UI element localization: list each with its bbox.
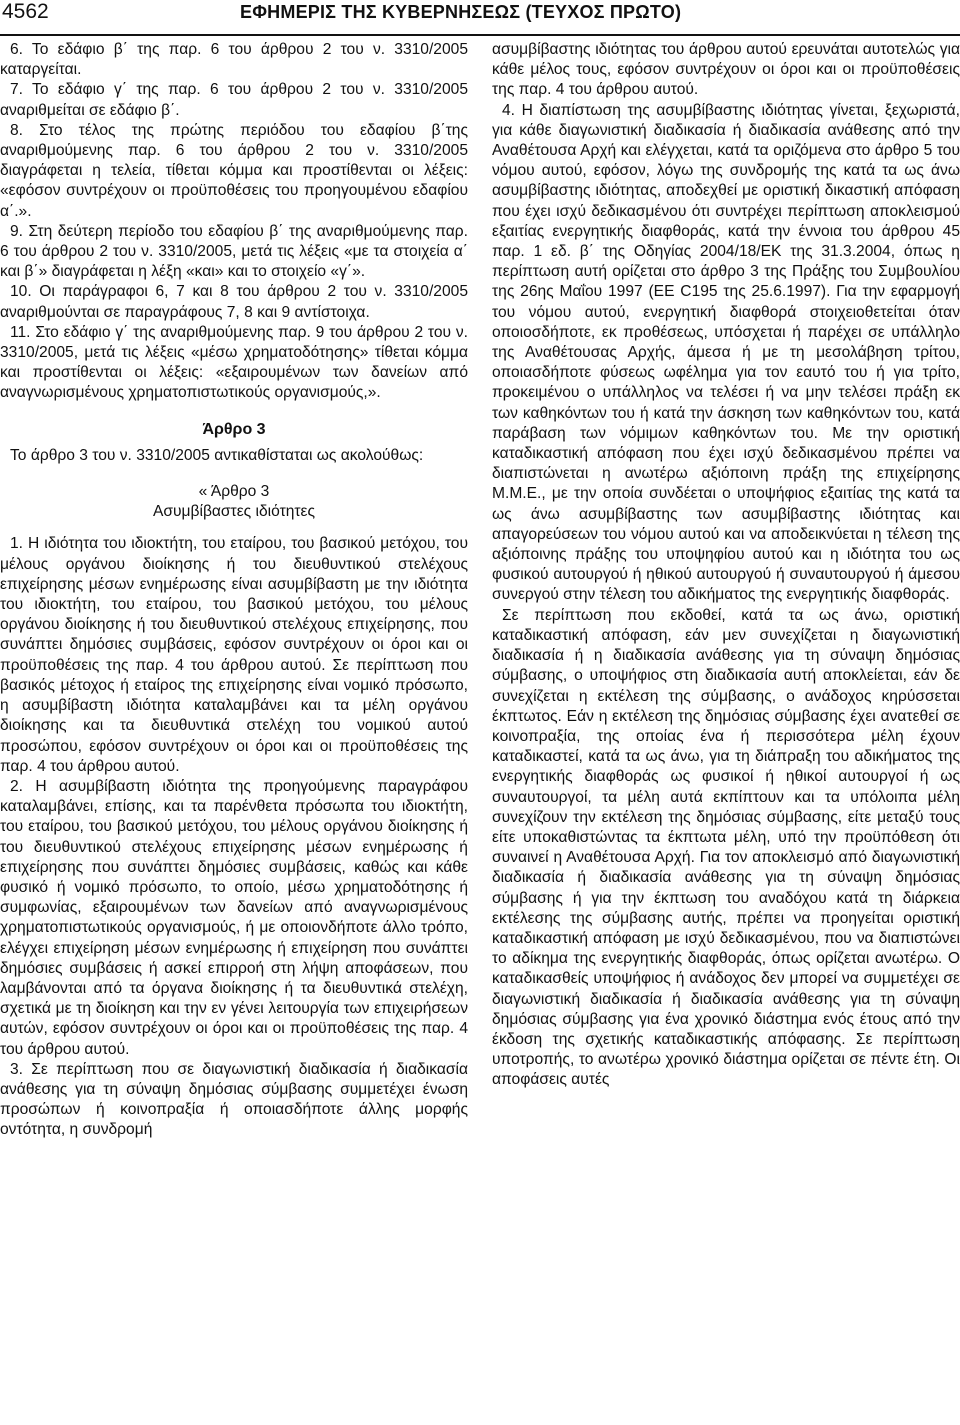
- paragraph: 9. Στη δεύτερη περίοδο του εδαφίου β΄ της αναριθμούμενης παρ. 6 του άρθρου 2 του ν. 3310/2005, μετά τις λέξεις «με τα στοιχεία α΄ και β΄» διαγράφεται η λέξη «και» και το στοιχείο «γ΄».: [0, 222, 468, 281]
- paragraph: 7. Το εδάφιο γ΄ της παρ. 6 του άρθρου 2 του ν. 3310/2005 αναριθμείται σε εδάφιο β΄.: [0, 81, 468, 119]
- paragraph: 4. Η διαπίστωση της ασυμβίβαστης ιδιότητας γίνεται, ξεχωριστά, για κάθε διαγωνιστική διαδικασία ή διαδικασία ανάθεσης από την Αναθέτουσα Αρχή και ελέγχεται, κατά τα οριζόμενα στο άρθρο 5 του νόμου αυτού, εφόσον, λόγω της συνδρομής της κατά τα ως άνω ασυμβίβαστης ιδιότητας, αποδεχθεί με οριστική δικαστική απόφαση που έχει ισχύ δεδικασμένου ότι συντρέχει περίπτωση αποκλεισμού εξαιτίας ενεργητικής διαφθοράς, κατά την έννοια του άρθρου 45 παρ. 1 εδ. β΄ της Οδηγίας 2004/18/ΕΚ της 31.3.2004, όπως η περίπτωση αυτή ορίζεται στο άρθρο 3 της Πράξης του Συμβουλίου της 26ης Μαΐου 1997 (ΕΕ C195 της 25.6.1997). Για την εφαρμογή του νόμου αυτού, ενεργητική διαφθορά στοιχειοθετείται όταν οποιοσδήποτε, εκ προθέσεως, υπόσχεται ή παρέχει σε υπάλληλο της Αναθέτουσας Αρχής, άμεσα ή με τη μεσολάβηση τρίτου, οποιασδήποτε φύσεως ωφέλημα για τον εαυτό του ή για τρίτο, προκειμένου ο υπάλληλος να τελέσει ή να μην τελέσει πράξη εκ των καθηκόντων του ή κατά την άσκηση των καθηκόντων του, κατά παράβαση των νόμιμων καθηκόντων του. Με την οριστική καταδικαστική απόφαση που έχει ισχύ δεδικασμένου πρέπει να διαπιστώνεται η ανωτέρω αξιόποινη πράξη της επιχείρησης Μ.Μ.Ε., με την οποία συνδέεται ο υποψήφιος εξαιτίας της κατά τα ως άνω ασυμβίβαστης των ασυμβίβαστης ιδιότητας και απαγορεύσεων του νόμου αυτού και να αποδεικνύεται η τέλεση της αξιόποινης πράξης του υποψηφίου αυτού και η ιδιότητα του ως φυσικού αυτουργού ή ηθικού αυτουργού ή συναυτουργού ή άμεσου συνεργού στην τέλεση του αδικήματος της ενεργητικής διαφθοράς.: [492, 101, 960, 604]
- page-header: [0, 0, 960, 30]
- paragraph: 1. Η ιδιότητα του ιδιοκτήτη, του εταίρου, του βασικού μετόχου, του μέλους οργάνου διοίκησης ή του διευθυντικού στελέχους επιχείρησης μέσων ενημέρωσης είναι ασυμβίβαστη με την ιδιότητα του ιδιοκτήτη, του εταίρου, του βασικού μετόχου, του μέλους οργάνου διοίκησης ή του διευθυντικού στελέχους επιχείρησης, που συνάπτει δημόσιες συμβάσεις, εφόσον συντρέχουν οι όροι και οι προϋποθέσεις της παρ. 4 του άρθρου αυτού. Σε περίπτωση που βασικός μέτοχος ή εταίρος της επιχείρησης είναι νομικό πρόσωπο, η ασυμβίβαστη ιδιότητα καταλαμβάνει και τα μέλη οργάνου διοίκησης και τα διευθυντικά στελέχη του νομικού αυτού προσώπου, εφόσον συντρέχουν οι όροι και οι προϋποθέσεις της παρ. 4 του άρθρου αυτού.: [0, 535, 468, 775]
- quoted-article-title: « Άρθρο 3: [198, 483, 270, 501]
- paragraph: 6. Το εδάφιο β΄ της παρ. 6 του άρθρου 2 του ν. 3310/2005 καταργείται.: [0, 41, 468, 79]
- left-column: [0, 40, 468, 1425]
- paragraph: 10. Οι παράγραφοι 6, 7 και 8 του άρθρου 2 του ν. 3310/2005 αναριθμούνται σε παραγράφους 7, 8 και 9 αντίστοιχα.: [0, 283, 468, 321]
- page-number: 4562: [2, 0, 49, 23]
- right-column: [492, 40, 960, 1425]
- paragraph: ασυμβίβαστης ιδιότητας του άρθρου αυτού ερευνάται αυτοτελώς για κάθε μέλος τους, εφόσον συντρέχουν οι όροι και οι προϋποθέσεις της παρ. 4 του άρθρου αυτού.: [492, 41, 960, 99]
- header-rule: [0, 34, 960, 36]
- paragraph: 8. Στο τέλος της πρώτης περιόδου του εδαφίου β΄της αναριθμούμενης παρ. 6 του άρθρου 2 του ν. 3310/2005 διαγράφεται η τελεία, τίθεται κόμμα και προστίθενται οι λέξεις: «εφόσον συντρέχουν οι προϋποθέσεις του προηγουμένου εδαφίου α΄.».: [0, 121, 468, 220]
- article-heading: Άρθρο 3: [202, 420, 266, 438]
- paragraph: 11. Στο εδάφιο γ΄ της αναριθμούμενης παρ. 9 του άρθρου 2 του ν. 3310/2005, μετά τις λέξεις «μέσω χρηματοδότησης» τίθεται κόμμα και προστίθενται οι λέξεις: «εξαιρουμένων των δανείων από αναγνωρισμένους χρηματοπιστωτικούς οργανισμούς,».: [0, 323, 468, 402]
- quoted-article-subtitle: Ασυμβίβαστες ιδιότητες: [152, 503, 316, 521]
- paragraph: Σε περίπτωση που εκδοθεί, κατά τα ως άνω, οριστική καταδικαστική απόφαση, εάν μεν συνεχίζεται η διαγωνιστική διαδικασία ή η διαδικασία ανάθεσης για τη σύναψη δημόσιας σύμβασης, ο υποψήφιος στη διαδικασία αυτή αποκλείεται, εάν δε συνεχίζεται η εκτέλεση της σύμβασης, ο ανάδοχος κηρύσσεται έκπτωτος. Εάν η εκτέλεση της δημόσιας σύμβασης έχει ανατεθεί σε κοινοπραξία, της οποίας ένα ή περισσότερα μέλη έχουν καταδικαστεί, κατά τα ως άνω, για τη διάπραξη του αδικήματος της ενεργητικής διαφθοράς ως φυσικοί ή ηθικοί αυτουργοί ή ως συναυτουργοί, τα μέλη αυτά εκπίπτουν και τα υπόλοιπα μέλη συνεχίζουν την εκτέλεση της δημόσιας σύμβασης, είτε μεταξύ τους είτε υποκαθιστώντας τα έκπτωτα μέλη, υπό την προϋπόθεση ότι συναινεί η Αναθέτουσα Αρχή. Για τον αποκλεισμό από διαγωνιστική διαδικασία ή διαδικασία ανάθεσης για τη σύναψη δημόσιας σύμβασης ή για την έκπτωση του αναδόχου κατά τη διάρκεια εκτέλεσης της σύμβασης αυτής, πρέπει να προηγείται οριστική καταδικαστική απόφαση με ισχύ δεδικασμένου, που να διαπιστώνει το αδίκημα της ενεργητικής διαφθοράς, όπως ορίζεται ανωτέρω. Ο καταδικασθείς υποψήφιος ή ανάδοχος δεν μπορεί να συμμετέχει σε διαγωνιστική διαδικασία ή διαδικασία ανάθεσης για τη σύναψη δημόσιας σύμβασης για ένα χρονικό διάστημα ενός έτους από την έκδοση της σχετικής καταδικαστικής απόφασης. Σε περίπτωση υποτροπής, το ανωτέρω χρονικό διάστημα ορίζεται σε πέντε έτη. Οι αποφάσεις αυτές: [492, 606, 960, 1089]
- paragraph: Το άρθρο 3 του ν. 3310/2005 αντικαθίσταται ως ακολούθως:: [10, 446, 424, 464]
- paragraph: 2. Η ασυμβίβαστη ιδιότητα της προηγούμενης παραγράφου καταλαμβάνει, επίσης, και τα παρένθετα πρόσωπα του ιδιοκτήτη, του εταίρου, του βασικού μετόχου, του μέλους οργάνου διοίκησης ή του διευθυντικού στελέχους επιχείρησης μέσων ενημέρωσης ή επιχείρησης που συνάπτει δημόσιες συμβάσεις, καθώς και κάθε φυσικό ή νομικό πρόσωπο, το οποίο, μέσω χρηματοδότησης ή συμφωνίας, εξαιρουμένων των δανείων από αναγνωρισμένους χρηματοπιστωτικούς οργανισμούς, ή με οποιονδήποτε άλλο τρόπο, ελέγχει επιχείρηση μέσων ενημέρωσης ή επιχείρηση που συνάπτει δημόσιες συμβάσεις ή ασκεί επιρροή στη λήψη αποφάσεων, που λαμβάνονται από τα όργανα διοίκησης ή τα διευθυντικά στελέχη, σχετικά με τη διοίκηση και την εν γένει λειτουργία των επιχειρήσεων αυτών, εφόσον συντρέχουν οι όροι και οι προϋποθέσεις της παρ. 4 του άρθρου αυτού.: [0, 777, 468, 1058]
- gazette-title: ΕΦΗΜΕΡΙΣ ΤΗΣ ΚΥΒΕΡΝΗΣΕΩΣ (ΤΕΥΧΟΣ ΠΡΩΤΟ): [240, 2, 682, 22]
- paragraph: 3. Σε περίπτωση που σε διαγωνιστική διαδικασία ή διαδικασία ανάθεσης για τη σύναψη δημόσιας σύμβασης συμμετέχει ένωση προσώπων ή κοινοπραξία ή οποιασδήποτε άλλης μορφής οντότητα, η συνδρομή: [0, 1060, 468, 1139]
